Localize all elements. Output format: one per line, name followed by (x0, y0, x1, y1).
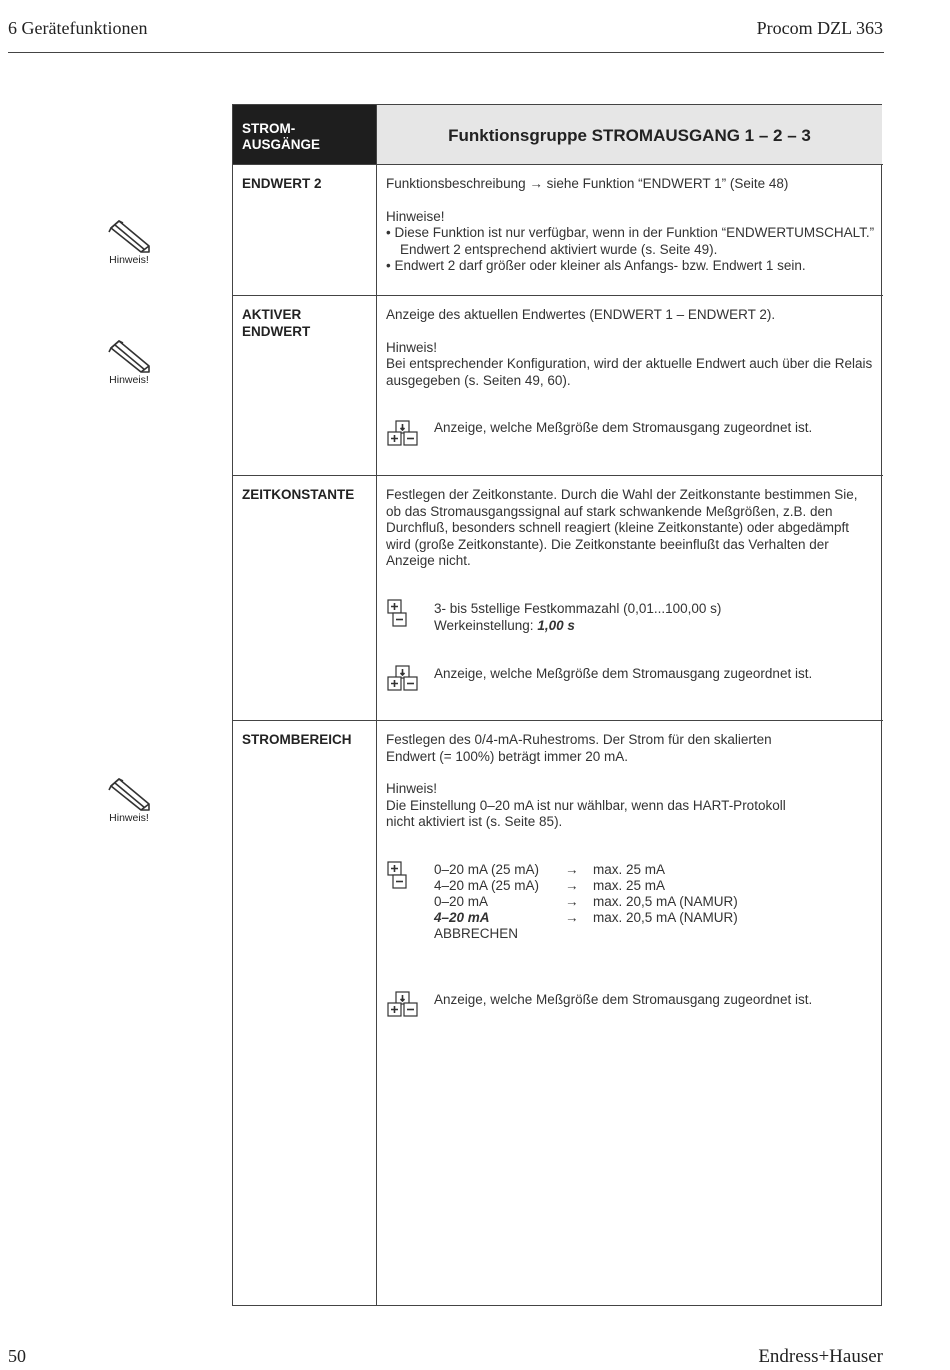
pencil-icon (105, 338, 153, 376)
note-marker (102, 338, 156, 386)
zeit-key-text: Anzeige, welche Meßgröße dem Stromausgang zugeordnet ist. (434, 666, 813, 681)
page-number: 50 (8, 1346, 26, 1366)
function-name-zeitkonstante: ZEITKONSTANTE (242, 487, 355, 502)
arrow-icon: → (565, 878, 579, 893)
option-label[interactable]: 0–20 mA (25 mA) (434, 862, 540, 877)
option-label[interactable]: ABBRECHEN (434, 926, 519, 941)
strom-hint-text: Die Einstellung 0–20 mA ist nur wählbar, wenn das HART-Protokoll nicht aktiviert ist (s. Seite 85). (386, 797, 786, 829)
pencil-icon (105, 776, 153, 814)
group-label (233, 105, 376, 164)
section-title: 6 Gerätefunktionen (8, 18, 148, 38)
product-name: Procom DZL 363 (756, 18, 883, 38)
plus-minus-keys-icon (387, 861, 409, 891)
function-name-endwert2: ENDWERT 2 (242, 176, 322, 191)
column-divider (376, 104, 377, 1306)
aktiver-hint-title: Hinweis! (386, 339, 438, 355)
endwert2-description (386, 176, 876, 275)
note-label: Hinweis! (109, 254, 149, 266)
option-value: max. 25 mA (593, 878, 666, 893)
strom-key-text: Anzeige, welche Meßgröße dem Stromausgang zugeordnet ist. (434, 992, 813, 1007)
note-marker (102, 776, 156, 824)
note-marker (102, 218, 156, 266)
aktiver-description (386, 307, 876, 389)
endwert2-desc: Funktionsbeschreibung → siehe Funktion “ENDWERT 1” (Seite 48) (386, 176, 789, 191)
option-value: max. 25 mA (593, 862, 666, 877)
option-value: max. 20,5 mA (NAMUR) (593, 910, 738, 925)
brand-name: Endress+Hauser (758, 1346, 883, 1367)
endwert2-bullet-1: • Diese Funktion ist nur verfügbar, wenn in der Funktion “ENDWERTUMSCHALT.” Endwert 2 entsprechend aktiviert wurde (s. Seite 49). (386, 225, 875, 257)
arrow-icon: → (565, 862, 579, 877)
endwert2-bullet-2: • Endwert 2 darf größer oder kleiner als Anfangs- bzw. Endwert 1 sein. (386, 258, 806, 273)
zeit-default (434, 618, 721, 635)
strom-description (386, 732, 816, 831)
function-name-aktiver-endwert: AKTIVER ENDWERT (242, 307, 311, 339)
aktiver-desc: Anzeige des aktuellen Endwertes (ENDWERT 1 – ENDWERT 2). (386, 307, 776, 322)
option-label[interactable]: 0–20 mA (434, 894, 489, 909)
zeit-default-label: Werkeinstellung: (434, 617, 534, 633)
plus-minus-enter-keys-icon (387, 991, 421, 1019)
option-label-default[interactable]: 4–20 mA (434, 910, 490, 925)
function-table (232, 104, 882, 1306)
zeit-input-text: 3- bis 5stellige Festkommazahl (0,01...100,00 s) (434, 601, 722, 616)
note-label: Hinweis! (109, 374, 149, 386)
pencil-icon (105, 218, 153, 256)
note-label: Hinweis! (109, 812, 149, 824)
option-value: max. 20,5 mA (NAMUR) (593, 894, 738, 909)
group-title: Funktionsgruppe STROMAUSGANG 1 – 2 – 3 (377, 105, 882, 164)
row-divider (232, 295, 883, 296)
row-divider (232, 720, 883, 721)
strom-hint-title: Hinweis! (386, 781, 438, 796)
plus-minus-keys-icon (387, 599, 409, 629)
zeit-desc: Festlegen der Zeitkonstante. Durch die Wahl der Zeitkonstante bestimmen Sie, ob das Stromausgangssignal auf stark schwankende Meßgrößen, z.B. den Durchfluß, besonders schnell reagiert (kleine Zeitkonstante) oder abgedämpft wird (große Zeitkonstante). Die Zeitkonstante beeinflußt das Verhalten der Anzeige nicht. (386, 487, 858, 568)
strom-desc: Festlegen des 0/4-mA-Ruhestroms. Der Strom für den skalierten Endwert (= 100%) beträgt immer 20 mA. (386, 732, 772, 764)
aktiver-hint-text: Bei entsprechender Konfiguration, wird der aktuelle Endwert auch über die Relais ausgegeben (s. Seiten 49, 60). (386, 356, 873, 388)
zeit-input (434, 601, 721, 634)
group-label-text: STROM- AUSGÄNGE (242, 121, 321, 152)
plus-minus-enter-keys-icon (387, 665, 421, 693)
zeit-default-value: 1,00 s (537, 617, 575, 633)
row-divider (232, 164, 883, 165)
plus-minus-enter-keys-icon (387, 420, 421, 448)
function-name-strombereich: STROMBEREICH (242, 732, 352, 747)
aktiver-key-text: Anzeige, welche Meßgröße dem Stromausgang zugeordnet ist. (434, 420, 813, 435)
row-divider (232, 475, 883, 476)
arrow-icon: → (565, 894, 579, 909)
header-rule (8, 52, 884, 53)
endwert2-hint-title: Hinweise! (386, 208, 445, 224)
arrow-icon: → (565, 910, 579, 925)
option-label[interactable]: 4–20 mA (25 mA) (434, 878, 540, 893)
